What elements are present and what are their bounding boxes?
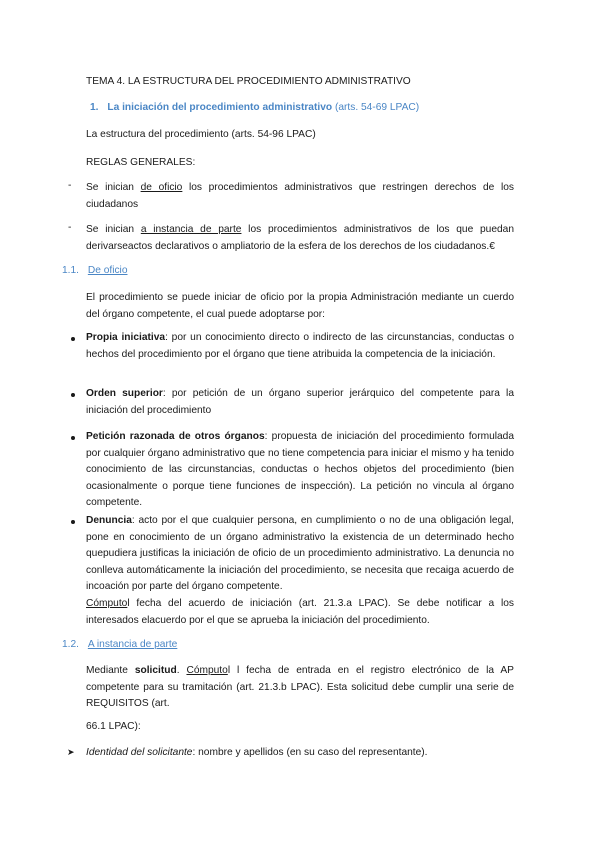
section-1-heading xyxy=(90,100,419,117)
bullet-term: Propia iniciativa xyxy=(86,332,166,343)
dash-marker: - xyxy=(68,222,72,233)
section-1-number: 1. xyxy=(90,102,99,113)
arrow-bullet-icon: ➤ xyxy=(67,747,75,757)
subsection-1-2-number: 1.2. xyxy=(62,639,79,650)
requisito-text: : nombre y apellidos (en su caso del representante). xyxy=(192,747,428,758)
rule-pre: Se inician xyxy=(86,182,141,193)
computo-text: l fecha del acuerdo de iniciación (art. 21.3.a LPAC). Se debe notificar a los interesados elacuerdo por el que se aprueba la iniciación del procedimiento. xyxy=(86,598,514,626)
bullet-term: Orden superior xyxy=(86,388,163,399)
subsection-1-1-label: De oficio xyxy=(87,265,128,276)
bullet-item xyxy=(86,429,514,512)
bullet-dot xyxy=(71,436,75,440)
rule-item xyxy=(86,180,514,213)
requisito-item xyxy=(86,745,514,762)
rule-post: los procedimientos administrativos que restringen derechos de los ciudadanos xyxy=(86,182,514,210)
rule-post: los procedimientos administrativos de los que puedan derivarseactos declarativos o ampliatorio de la esfera de los derechos de los ciudadanos.€ xyxy=(86,224,514,252)
subsection-1-2-label: A instancia de parte xyxy=(87,639,178,650)
rules-heading: REGLAS GENERALES: xyxy=(86,157,196,168)
computo-oficio xyxy=(86,596,514,629)
rule-pre: Se inician xyxy=(86,224,141,235)
bullet-dot xyxy=(71,393,75,397)
bullet-term: Denuncia xyxy=(86,515,132,526)
bullet-text: : por petición de un órgano superior jerárquico del competente para la iniciación del procedimiento xyxy=(86,388,514,416)
bullet-text: : propuesta de iniciación del procedimiento formulada por cualquier órgano administrativo que no tiene competencia para iniciar el mismo y ha tenido conocimiento de las circunstancias, conductas o hechos objetos del procedimiento (bien ocasionalmente o porque tiene funciones de inspección). La petición no vincula al órgano competente. xyxy=(86,431,515,508)
document-title: TEMA 4. LA ESTRUCTURA DEL PROCEDIMIENTO ADMINISTRATIVO xyxy=(86,76,411,87)
section-1-ref: (arts. 54-69 LPAC) xyxy=(334,102,420,113)
bullet-item xyxy=(86,386,514,419)
parte-mid: . xyxy=(176,665,187,676)
parte-post: l l fecha de entrada en el registro electrónico de la AP competente para su tramitación (art. 21.3.b LPAC). Esta solicitud debe cumplir una serie de REQUISITOS (art. xyxy=(86,665,514,709)
bullet-item xyxy=(86,513,514,596)
solicitud-term: solicitud xyxy=(134,665,177,676)
bullet-text: : por un conocimiento directo o indirecto de las circunstancias, conductas o hechos del procedimiento por el órgano que tiene atribuida la competencia de la iniciación. xyxy=(86,332,514,360)
rule-term: a instancia de parte xyxy=(140,224,242,235)
subsection-1-1-heading xyxy=(62,263,127,280)
oficio-intro: El procedimiento se puede iniciar de oficio por la propia Administración mediante un cuerdo del órgano competente, el cual puede adoptarse por: xyxy=(86,292,514,320)
rule-item xyxy=(86,222,514,255)
computo-term: Cómputo xyxy=(186,665,228,676)
bullet-dot xyxy=(71,520,75,524)
rule-term: de oficio xyxy=(140,182,183,193)
bullet-term: Petición razonada de otros órganos xyxy=(86,431,265,442)
dash-marker: - xyxy=(68,180,72,191)
bullet-text: : acto por el que cualquier persona, en cumplimiento o no de una obligación legal, pone en conocimiento de un órgano administrativo la existencia de un determinado hecho quepudiera justificas la iniciación de oficio de un procedimiento administrativo. La denuncia no conlleva automáticamente la iniciación del procedimiento, se necesita que recaiga acuerdo de incoación por parte del órgano competente. xyxy=(86,515,514,592)
intro-text: La estructura del procedimiento (arts. 54-96 LPAC) xyxy=(86,129,316,140)
subsection-1-2-heading xyxy=(62,637,177,654)
parte-pre: Mediante xyxy=(86,665,135,676)
section-1-label: La iniciación del procedimiento administrativo xyxy=(107,102,333,113)
article-ref: 66.1 LPAC): xyxy=(86,721,141,732)
bullet-dot xyxy=(71,337,75,341)
subsection-1-1-number: 1.1. xyxy=(62,265,79,276)
parte-paragraph xyxy=(86,663,514,713)
bullet-item xyxy=(86,330,514,363)
requisito-term: Identidad del solicitante xyxy=(86,747,193,758)
computo-term: Cómputo xyxy=(86,598,128,609)
